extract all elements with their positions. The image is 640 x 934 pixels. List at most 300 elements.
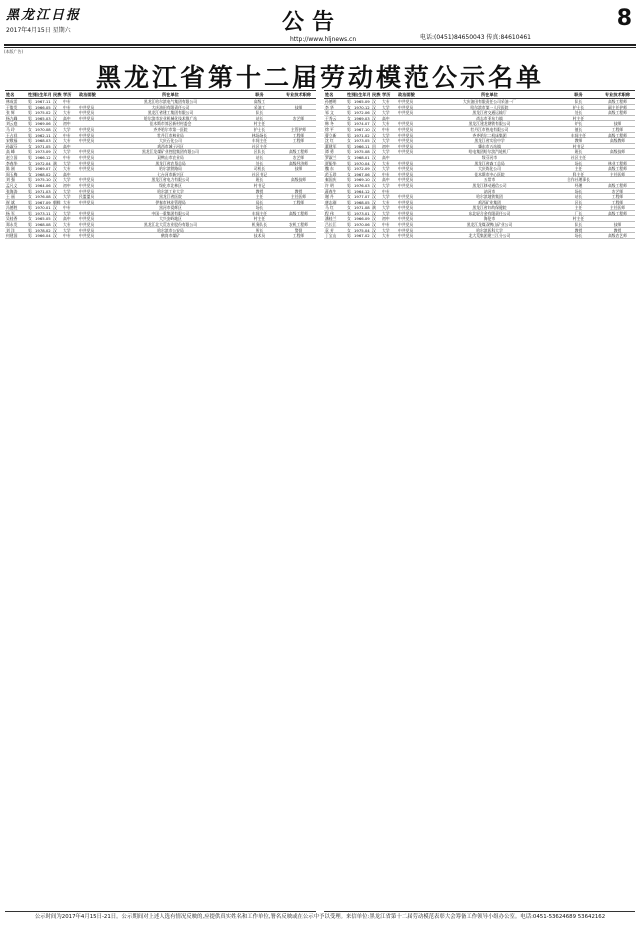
- table-cell: 杨九峰: [6, 115, 18, 121]
- table-cell: 中共党员: [398, 126, 414, 132]
- table-cell: 宋敬福: [6, 138, 18, 144]
- table-cell: 曹立新: [325, 132, 337, 138]
- table-header: [324, 91, 635, 99]
- table-cell: 朝鲜: [53, 199, 61, 205]
- table-cell: 蒋春生: [325, 188, 337, 194]
- table-cell: 机务队长: [251, 222, 268, 228]
- table-cell: 农艺师: [611, 188, 624, 194]
- table-cell: 高级工程师: [608, 110, 627, 116]
- table-cell: 1973.09: [35, 149, 51, 155]
- table-cell: 孙淑芬: [6, 143, 18, 149]
- column-header: 职务: [574, 91, 583, 97]
- table-cell: 社区书记: [251, 171, 268, 177]
- table-cell: 经理: [574, 182, 583, 188]
- table-cell: 高级工程师: [608, 182, 627, 188]
- table-cell: 1969.06: [35, 121, 51, 127]
- table-cell: 1968.05: [354, 199, 370, 205]
- table-cell: 中共党员: [79, 126, 95, 132]
- table-cell: 高 峰: [6, 149, 15, 155]
- column-header: 出生年月: [35, 91, 52, 97]
- table-cell: 黑龙江移动通信公司: [472, 182, 507, 188]
- ad-tag: (本版广告): [4, 49, 24, 54]
- table-cell: 女: [28, 160, 32, 166]
- table-cell: 齐齐哈尔二机床集团: [472, 132, 507, 138]
- table-cell: 张海涛: [6, 188, 18, 194]
- table-cell: 女: [347, 194, 351, 200]
- table-cell: 教授: [613, 227, 622, 233]
- notice-footer: 公示时间为2017年4月15日-21日。公示期间对上述人选有情况反映的,应提供真实姓名和工作单位,署名反映或在公示中予以受理。来信单位:黑龙江省第十二届劳动模范表彰大会筹备工作领导小组办公室。电话:0451-53624689 53642162: [34, 914, 606, 920]
- column-header: 政治面貌: [398, 91, 415, 97]
- table-cell: 何建国: [6, 233, 18, 239]
- table-cell: 技师: [613, 222, 622, 228]
- table-cell: 工程师: [292, 233, 305, 239]
- table-cell: 中专: [63, 233, 71, 239]
- table-cell: 主任: [255, 194, 264, 200]
- table-cell: 男: [347, 182, 351, 188]
- column-header: 民族: [372, 91, 381, 97]
- table-cell: 1970.04: [354, 160, 370, 166]
- table-cell: [280, 99, 316, 104]
- masthead-rule: [4, 44, 636, 46]
- table-cell: 1970.12: [354, 104, 370, 110]
- table-cell: 黑龙江省交通运输厅: [472, 110, 507, 116]
- table-cell: 哈尔滨市公安局: [157, 227, 184, 233]
- table-cell: 中共党员: [398, 216, 414, 222]
- table-cell: 工程师: [611, 199, 624, 205]
- table-cell: 1968.08: [35, 222, 51, 228]
- table-cell: 中共党员: [79, 177, 95, 183]
- table-cell: 中专: [63, 104, 71, 110]
- table-cell: 1974.07: [354, 121, 370, 127]
- table-cell: 中专: [382, 188, 390, 194]
- table-cell: 场长: [574, 160, 583, 166]
- table-cell: 汉: [372, 227, 376, 233]
- table-cell: 中共党员: [79, 199, 95, 205]
- table-cell: 大专: [63, 138, 71, 144]
- table-cell: 大专: [382, 99, 390, 104]
- table-cell: 中专: [63, 205, 71, 211]
- table-cell: 中共党员: [79, 104, 95, 110]
- table-cell: 1965.05: [35, 216, 51, 222]
- table-cell: 大学: [382, 210, 390, 216]
- table-cell: 牡丹江市林业局: [157, 132, 184, 138]
- table-cell: 满: [53, 160, 57, 166]
- table-cell: 黑龙江省建工集团有限公司: [147, 110, 194, 116]
- table-cell: 程 伟: [325, 210, 334, 216]
- table-cell: 大学: [63, 188, 71, 194]
- table-cell: 1972.06: [354, 110, 370, 116]
- table-cell: 中共党员: [79, 222, 95, 228]
- table-cell: 绥芬河市: [481, 154, 498, 160]
- table-cell: [599, 144, 635, 149]
- table-cell: 汉: [372, 154, 376, 160]
- table-cell: 中国一重集团有限公司: [151, 210, 190, 216]
- table-cell: 男: [28, 132, 32, 138]
- masthead-rule-thin: [4, 47, 636, 48]
- column-header: 职务: [255, 91, 264, 97]
- table-cell: 初中: [382, 216, 390, 222]
- site-url[interactable]: http://www.hljnews.cn: [290, 36, 357, 43]
- table-cell: 王 丽: [6, 194, 15, 200]
- table-cell: [599, 216, 635, 221]
- table-cell: 鹤岗市煤矿: [161, 233, 180, 239]
- table-cell: 哈尔滨市第一人民医院: [470, 104, 509, 110]
- table-cell: 孙德明: [325, 99, 337, 104]
- table-cell: 汉: [372, 210, 376, 216]
- table-cell: 汉: [53, 104, 57, 110]
- table-cell: 谢 丹: [325, 194, 334, 200]
- table-cell: 汉: [53, 126, 57, 132]
- table-cell: 中共党员: [79, 188, 95, 194]
- table-header: [5, 91, 316, 99]
- table-cell: 1966.05: [35, 104, 51, 110]
- table-cell: 社区主任: [570, 154, 587, 160]
- table-cell: 中共党员: [398, 149, 414, 155]
- table-cell: [280, 172, 316, 177]
- table-cell: 中共党员: [398, 143, 414, 149]
- table-cell: 大专: [63, 199, 71, 205]
- column-header: 性别: [347, 91, 356, 97]
- table-cell: 高级工程师: [289, 149, 308, 155]
- table-cell: 大学: [382, 110, 390, 116]
- table-cell: 陈 刚: [6, 166, 15, 172]
- table-cell: 1971.08: [354, 205, 370, 211]
- table-cell: 汉: [372, 115, 376, 121]
- table-cell: 黑河市爱辉区: [159, 205, 182, 211]
- table-cell: 1971.02: [354, 132, 370, 138]
- table-cell: 1968.02: [35, 171, 51, 177]
- table-cell: 中专: [63, 132, 71, 138]
- table-cell: 男: [28, 188, 32, 194]
- table-cell: 1966.09: [354, 216, 370, 222]
- table-cell: 邹 文: [325, 110, 334, 116]
- table-cell: 中共党员: [398, 160, 414, 166]
- table-cell: 1970.08: [35, 126, 51, 132]
- table-cell: 高中: [382, 115, 390, 121]
- table-cell: 工程师: [292, 132, 305, 138]
- table-cell: 大学: [382, 227, 390, 233]
- table-cell: 唐志刚: [325, 199, 337, 205]
- table-cell: 高级教师: [609, 138, 626, 144]
- table-cell: 主管护师: [290, 126, 307, 132]
- table-cell: 黑龙江省农垦总局: [155, 160, 186, 166]
- table-cell: 丁宝山: [325, 233, 337, 239]
- table-cell: 肇东市五站镇: [478, 143, 501, 149]
- table-cell: 1975.02: [35, 110, 51, 116]
- table-cell: 哈尔滨市农业机械化技术推广站: [143, 115, 198, 121]
- table-cell: 1970.06: [354, 222, 370, 228]
- table-cell: 李春华: [6, 160, 18, 166]
- table-cell: 海伦市: [483, 216, 496, 222]
- table-cell: 1964.12: [354, 188, 370, 194]
- table-cell: 于秀云: [325, 115, 337, 121]
- table-cell: 汉: [372, 222, 376, 228]
- table-cell: 主任医师: [290, 194, 307, 200]
- table-cell: 1976.08: [35, 194, 51, 200]
- table-cell: 1970.01: [35, 205, 51, 211]
- table-cell: 护士长: [253, 126, 266, 132]
- table-cell: 中共党员: [79, 160, 95, 166]
- table-cell: 马 红: [325, 205, 334, 211]
- table-cell: 场长: [574, 188, 583, 194]
- table-cell: 男: [28, 121, 32, 127]
- table-cell: 1978.02: [35, 227, 51, 233]
- table-cell: 工程师: [292, 199, 305, 205]
- table-cell: 1967.09: [35, 199, 51, 205]
- table-cell: 哈尔滨铁路局: [159, 166, 182, 172]
- table-cell: 中共党员: [398, 121, 414, 127]
- table-cell: 汉: [372, 110, 376, 116]
- table-cell: 汉: [53, 149, 57, 155]
- table-cell: [280, 121, 316, 126]
- table-cell: 护士长: [572, 104, 585, 110]
- contact-info: 电话:(0451)84650043 传真:84610461: [420, 34, 531, 41]
- table-cell: 农机工程师: [289, 222, 308, 228]
- table-cell: 男: [347, 126, 351, 132]
- table-cell: 中专: [382, 126, 390, 132]
- table-cell: [599, 116, 635, 121]
- table-cell: [599, 177, 635, 182]
- table-cell: 教授: [294, 188, 303, 194]
- table-cell: 1967.11: [35, 99, 51, 104]
- table-cell: 汉: [53, 182, 57, 188]
- table-cell: 场长: [574, 233, 583, 239]
- table-cell: 车间主任: [251, 138, 268, 144]
- table-cell: 刘 洋: [6, 227, 15, 233]
- table-cell: 北大荒集团建三江分公司: [468, 233, 511, 239]
- table-cell: 1965.09: [354, 99, 370, 104]
- table-cell: 汉: [372, 99, 376, 104]
- table-cell: [397, 155, 421, 160]
- table-cell: 男: [28, 99, 32, 104]
- table-cell: 中共党员: [79, 233, 95, 239]
- table-cell: 厂长: [574, 210, 583, 216]
- table-cell: 站长: [255, 115, 264, 121]
- table-cell: 高级工: [253, 99, 266, 104]
- table-cell: 大庆油田有限责任公司采油一厂: [462, 99, 517, 104]
- table-cell: 讷河市: [483, 188, 496, 194]
- table-cell: 汉: [53, 233, 57, 239]
- table-cell: 班长: [574, 149, 583, 155]
- table-cell: 村书记: [253, 182, 266, 188]
- table-body: [324, 99, 635, 911]
- table-cell: 崔 斌: [6, 199, 15, 205]
- table-cell: 1973.01: [354, 210, 370, 216]
- table-cell: 中共党员: [398, 104, 414, 110]
- table-cell: 1969.03: [354, 115, 370, 121]
- table-cell: 高中: [63, 143, 71, 149]
- table-cell: [280, 216, 316, 221]
- table-cell: 哈电集团哈尔滨汽轮机厂: [468, 149, 511, 155]
- table-cell: 科主任: [572, 171, 585, 177]
- table-cell: 男: [28, 104, 32, 110]
- table-cell: 技师: [294, 104, 303, 110]
- table-cell: 合作社理事长: [567, 177, 590, 183]
- table-cell: 于俊发: [6, 104, 18, 110]
- table-cell: 女: [28, 216, 32, 222]
- table-cell: 汉: [372, 126, 376, 132]
- table-cell: 男: [347, 222, 351, 228]
- column-header: 所在单位: [162, 91, 179, 97]
- table-cell: 1973.11: [35, 210, 51, 216]
- column-header: 专业技术职称: [285, 91, 312, 97]
- table-cell: 中专: [63, 99, 71, 104]
- table-cell: 中专: [382, 171, 390, 177]
- table-cell: 高级技师: [290, 177, 307, 183]
- table-cell: 女: [28, 143, 32, 149]
- table-cell: 大专: [63, 222, 71, 228]
- table-cell: 男: [28, 233, 32, 239]
- table-cell: 中共党员: [398, 194, 414, 200]
- table-cell: 汉: [372, 233, 376, 239]
- table-cell: 中共党员: [79, 110, 95, 116]
- table-cell: [280, 183, 316, 188]
- table-cell: 队长: [255, 110, 264, 116]
- table-cell: 工程师: [292, 138, 305, 144]
- table-cell: 村主任: [572, 115, 585, 121]
- table-cell: 中共党员: [398, 205, 414, 211]
- table-cell: 工程师: [611, 126, 624, 132]
- table-cell: 哈尔滨工业大学: [157, 188, 184, 194]
- table-cell: 警督: [294, 227, 303, 233]
- table-cell: 女: [347, 138, 351, 144]
- table-cell: 汉: [372, 216, 376, 222]
- table-cell: 炉长: [574, 121, 583, 127]
- table-cell: 黑龙江省实验中学: [474, 138, 505, 144]
- table-cell: 中共党员: [398, 210, 414, 216]
- table-cell: 汉: [53, 132, 57, 138]
- table-cell: 1966.11: [354, 143, 370, 149]
- table-cell: 1975.08: [354, 149, 370, 155]
- table-cell: 汉: [53, 177, 57, 183]
- table-cell: 中共党员: [79, 132, 95, 138]
- name-table-right: [324, 90, 635, 912]
- table-cell: 区队长: [253, 149, 266, 155]
- table-cell: 林场场长: [251, 132, 268, 138]
- table-cell: 大庆炼化公司: [478, 166, 501, 172]
- page-headline: 黑龙江省第十二届劳动模范公示名单: [95, 63, 544, 92]
- table-cell: 农艺师: [292, 154, 305, 160]
- table-cell: 男: [347, 149, 351, 155]
- table-cell: [599, 155, 635, 160]
- table-cell: 主任医师: [609, 171, 626, 177]
- table-cell: 高中: [382, 177, 390, 183]
- table-cell: 男: [347, 143, 351, 149]
- table-cell: 局长: [255, 199, 264, 205]
- table-cell: 汉: [372, 188, 376, 194]
- table-cell: 满: [372, 205, 376, 211]
- table-cell: [397, 116, 421, 121]
- table-cell: 主任: [574, 166, 583, 172]
- table-cell: 教授: [255, 188, 264, 194]
- table-cell: 技术员: [253, 233, 266, 239]
- table-cell: 主任: [574, 205, 583, 211]
- table-cell: 中共党员: [398, 222, 414, 228]
- table-cell: 林成雷: [6, 99, 18, 104]
- table-cell: 绥化市北林区: [159, 182, 182, 188]
- column-header: 所在单位: [481, 91, 498, 97]
- table-cell: 女: [28, 194, 32, 200]
- table-cell: 男: [347, 110, 351, 116]
- table-cell: 汉: [372, 166, 376, 172]
- table-cell: 村主任: [253, 121, 266, 127]
- table-cell: 汉: [53, 99, 57, 104]
- table-cell: 大专: [382, 160, 390, 166]
- table-cell: 林业工程师: [608, 160, 627, 166]
- table-cell: [78, 121, 102, 126]
- table-cell: 大专: [382, 199, 390, 205]
- table-cell: 汉: [372, 121, 376, 127]
- table-cell: 高级工程师: [608, 166, 627, 172]
- table-cell: 鸡西矿业集团: [478, 199, 501, 205]
- table-cell: 汉: [53, 188, 57, 194]
- table-cell: 副主任护师: [608, 104, 627, 110]
- table-cell: 高级农艺师: [608, 233, 627, 239]
- table-cell: 女: [347, 216, 351, 222]
- table-cell: 大学: [63, 210, 71, 216]
- table-cell: 汉: [53, 154, 57, 160]
- table-cell: 汉: [53, 115, 57, 121]
- table-cell: 男: [347, 210, 351, 216]
- table-cell: 采油工: [253, 104, 266, 110]
- table-cell: 女: [347, 205, 351, 211]
- table-cell: 1967.02: [354, 233, 370, 239]
- table-cell: 1972.04: [35, 160, 51, 166]
- column-header: 姓名: [6, 91, 15, 97]
- table-cell: 1973.05: [354, 138, 370, 144]
- table-cell: 黑龙江省森工总局: [474, 160, 505, 166]
- table-row: [324, 233, 635, 239]
- table-cell: 男: [347, 177, 351, 183]
- table-cell: 班长: [255, 177, 264, 183]
- table-cell: 高级工程师: [608, 132, 627, 138]
- table-cell: 汉: [372, 138, 376, 144]
- table-cell: 黑龙江建龙钢铁有限公司: [468, 121, 511, 127]
- table-cell: 女: [347, 115, 351, 121]
- table-cell: 黑龙江省医院: [159, 194, 182, 200]
- table-cell: 张 辉: [6, 110, 15, 116]
- table-cell: 1975.04: [354, 227, 370, 233]
- table-cell: 村主任: [572, 216, 585, 222]
- table-cell: 大学: [382, 149, 390, 155]
- table-cell: 汉: [53, 227, 57, 233]
- table-cell: 汉: [372, 199, 376, 205]
- table-cell: 王占祥: [6, 132, 18, 138]
- table-cell: 大专: [63, 110, 71, 116]
- table-cell: 处长: [574, 110, 583, 116]
- table-cell: 处长: [255, 160, 264, 166]
- table-cell: 1971.03: [35, 188, 51, 194]
- table-cell: 大学: [382, 194, 390, 200]
- table-cell: [280, 205, 316, 210]
- table-cell: 汉: [53, 171, 57, 177]
- table-cell: 中共党员: [398, 171, 414, 177]
- table-cell: [397, 189, 421, 194]
- table-cell: [78, 172, 102, 177]
- table-cell: 佳木斯市郊区新村村委会: [149, 121, 192, 127]
- table-cell: 1964.06: [35, 182, 51, 188]
- table-cell: 男: [28, 149, 32, 155]
- table-cell: 马 玲: [6, 126, 15, 132]
- table-cell: 徐 平: [325, 126, 334, 132]
- table-cell: 高级工程师: [289, 210, 308, 216]
- table-cell: 男: [28, 205, 32, 211]
- column-header: 姓名: [325, 91, 334, 97]
- table-cell: 男: [28, 115, 32, 121]
- table-cell: 司机长: [253, 166, 266, 172]
- table-cell: 袁 芳: [325, 227, 334, 233]
- table-cell: 郑永发: [6, 222, 18, 228]
